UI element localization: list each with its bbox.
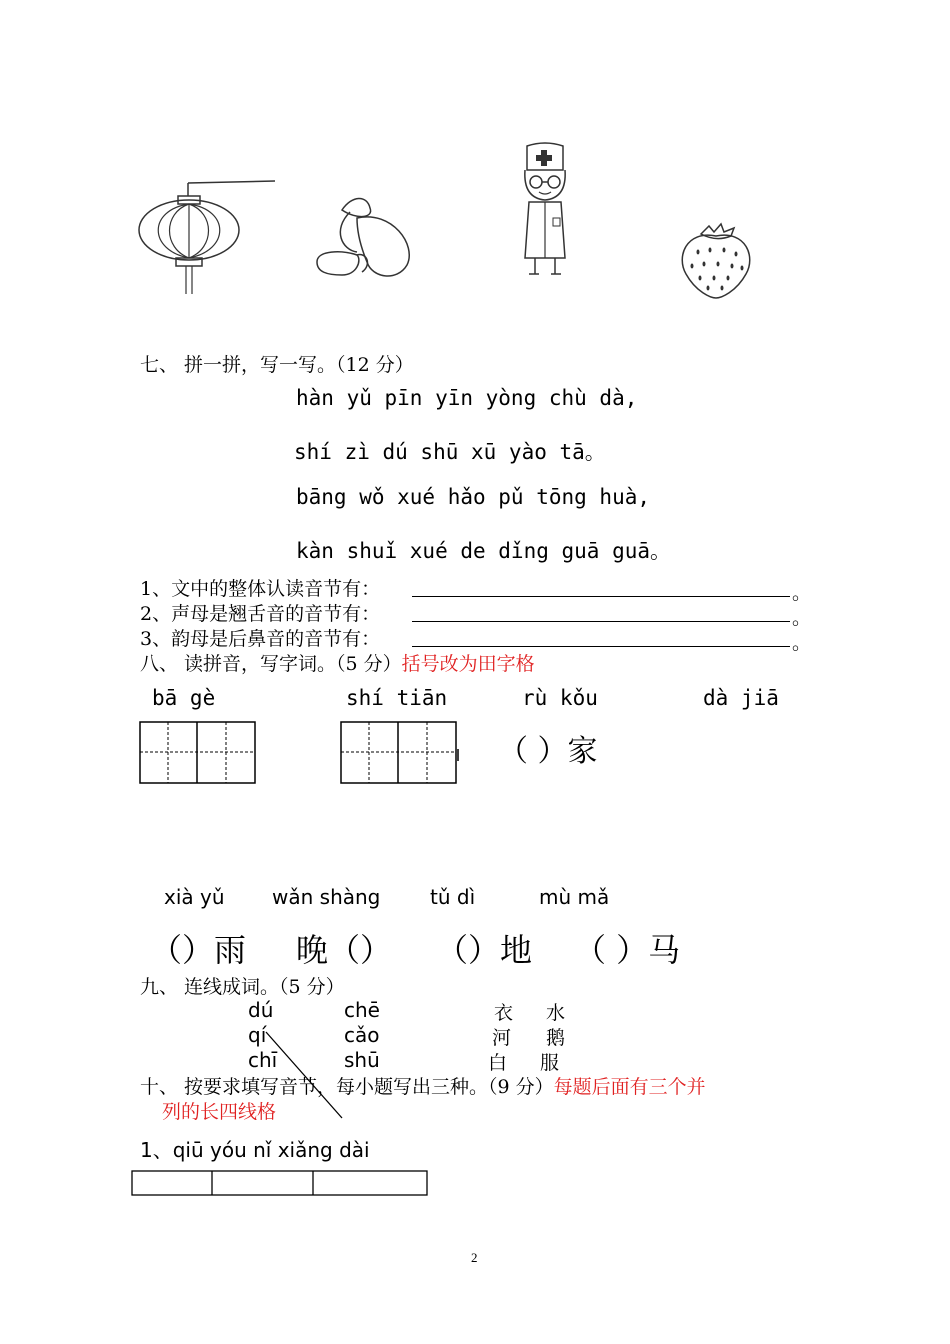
pinyin-line-2: shí zì dú shū xū yào tā。 [294, 440, 606, 464]
right-b-2: 鹅 [546, 1027, 566, 1049]
pinyin-da-jia: dà jiā [703, 686, 779, 710]
section-9-title: 九、 连线成词。（5 分） [140, 976, 345, 998]
middle-word-3: shū [344, 1048, 380, 1072]
section-8-title-text: 八、 读拼音，写字词。（5 分） [140, 653, 402, 675]
pinyin-ba-ge: bā gè [152, 686, 216, 710]
pinyin-ru-kou: rù kǒu [522, 686, 598, 710]
pinyin-shi-tian: shí tiān [346, 686, 448, 710]
section-10-note-a: 每题后面有三个并 [553, 1076, 706, 1098]
page-number: 2 [471, 1250, 478, 1265]
answer-wan-shang: 晚（） [296, 931, 393, 969]
question-3: 3、韵母是后鼻音的音节有： [140, 628, 381, 650]
pinyin-xia-yu: xià yǔ [164, 885, 225, 909]
end-mark-2: 。 [792, 607, 812, 629]
pinyin-line-3: bāng wǒ xué hǎo pǔ tōng huà, [296, 485, 651, 509]
end-mark-3: 。 [792, 632, 812, 654]
section-7-title: 七、 拼一拼，写一写。（12 分） [140, 354, 414, 376]
answer-mu-ma: （ ）马 [574, 931, 681, 969]
middle-word-2: cǎo [344, 1023, 380, 1047]
answer-xia-yu: （）雨 [150, 931, 247, 969]
end-mark-1: 。 [792, 582, 812, 604]
question-2: 2、声母是翘舌音的音节有： [140, 603, 381, 625]
section-10-title-text: 十、 按要求填写音节，每小题写出三种。（9 分） [140, 1076, 554, 1098]
right-b-1: 水 [546, 1002, 566, 1024]
pinyin-tu-di: tǔ dì [430, 885, 476, 909]
pinyin-mu-ma: mù mǎ [539, 885, 610, 909]
pinyin-line-1: hàn yǔ pīn yīn yòng chù dà, [296, 386, 638, 410]
middle-word-1: chē [344, 998, 380, 1022]
four-line-grid[interactable] [131, 1170, 431, 1198]
section-8-note: 括号改为田字格 [401, 653, 535, 675]
question-1: 1、文中的整体认读音节有： [140, 578, 381, 600]
answer-tu-di: （）地 [436, 931, 533, 969]
left-word-2: qí [248, 1023, 267, 1047]
right-a-3: 白 [488, 1052, 508, 1074]
answer-ru-kou: （ ）家 [498, 734, 598, 769]
left-word-3: chī [248, 1048, 278, 1072]
right-a-1: 衣 [494, 1002, 514, 1024]
pinyin-line-4: kàn shuǐ xué de dǐng guā guā。 [296, 539, 672, 563]
right-a-2: 河 [492, 1027, 512, 1049]
section-10-note-b: 列的长四线格 [162, 1101, 277, 1123]
pinyin-wan-shang: wǎn shàng [272, 885, 381, 909]
left-word-1: dú [248, 998, 274, 1022]
right-b-3: 服 [540, 1052, 560, 1074]
question-10-1: 1、qiū yóu nǐ xiǎng dài [140, 1138, 370, 1162]
